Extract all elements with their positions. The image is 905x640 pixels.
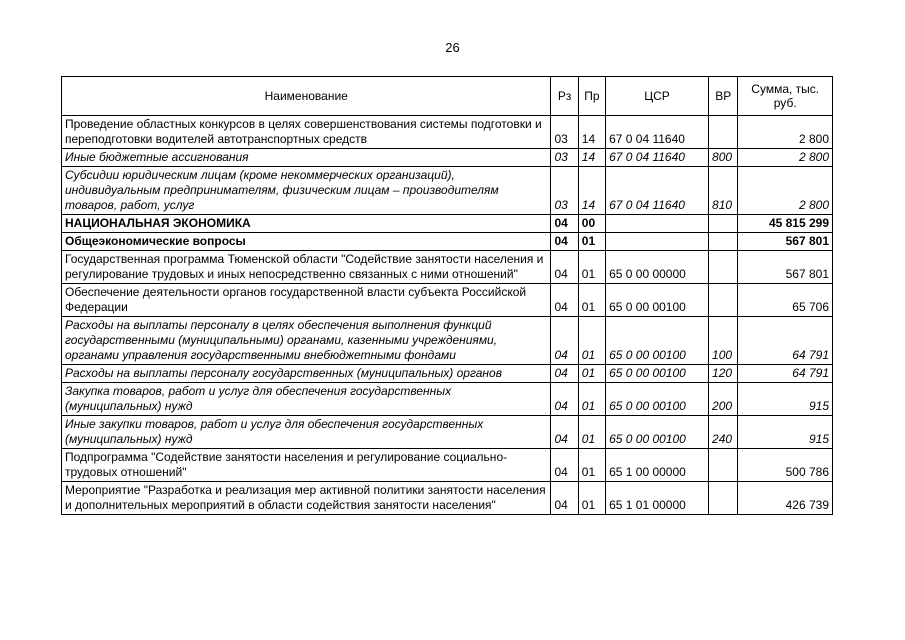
- row-csr-cell: 65 0 00 00100: [606, 383, 709, 416]
- row-sum-cell: 500 786: [738, 449, 833, 482]
- table-row: [62, 149, 833, 167]
- row-csr-cell: 65 0 00 00100: [606, 416, 709, 449]
- row-name-cell: Расходы на выплаты персоналу в целях обеспечения выполнения функций государственными (муниципальными) органами, казенными учреждениями, органами управления государственными внебюджетными фондами: [62, 317, 551, 365]
- table-row: [62, 449, 833, 482]
- row-name-cell: Субсидии юридическим лицам (кроме некоммерческих организаций), индивидуальным предпринимателям, физическим лицам – производителям товаров, работ, услуг: [62, 167, 551, 215]
- row-pr-cell: 14: [578, 167, 605, 215]
- header-rz: Рз: [551, 77, 578, 116]
- row-csr-cell: 67 0 04 11640: [606, 149, 709, 167]
- row-vr-cell: 120: [709, 365, 738, 383]
- page-number: 26: [445, 40, 460, 55]
- row-rz-cell: 04: [551, 251, 578, 284]
- header-vr: ВР: [709, 77, 738, 116]
- table-row: [62, 116, 833, 149]
- row-sum-cell: 915: [738, 383, 833, 416]
- row-name-cell: Подпрограмма "Содействие занятости населения и регулирование социально-трудовых отношений": [62, 449, 551, 482]
- row-vr-cell: 100: [709, 317, 738, 365]
- header-csr: ЦСР: [606, 77, 709, 116]
- table-row: [62, 365, 833, 383]
- table-row: [62, 317, 833, 365]
- row-rz-cell: 03: [551, 149, 578, 167]
- row-sum-cell: 426 739: [738, 482, 833, 515]
- row-pr-cell: 01: [578, 233, 605, 251]
- row-csr-cell: 67 0 04 11640: [606, 167, 709, 215]
- row-vr-cell: 240: [709, 416, 738, 449]
- row-vr-cell: [709, 215, 738, 233]
- table-row: [62, 383, 833, 416]
- row-sum-cell: 2 800: [738, 149, 833, 167]
- row-rz-cell: 04: [551, 449, 578, 482]
- row-csr-cell: [606, 215, 709, 233]
- row-sum-cell: 45 815 299: [738, 215, 833, 233]
- row-pr-cell: 01: [578, 449, 605, 482]
- row-rz-cell: 04: [551, 383, 578, 416]
- row-sum-cell: 64 791: [738, 317, 833, 365]
- row-sum-cell: 64 791: [738, 365, 833, 383]
- row-sum-cell: 567 801: [738, 233, 833, 251]
- row-vr-cell: 800: [709, 149, 738, 167]
- row-vr-cell: [709, 233, 738, 251]
- row-csr-cell: 65 0 00 00100: [606, 284, 709, 317]
- header-name: Наименование: [62, 77, 551, 116]
- row-name-cell: Расходы на выплаты персоналу государственных (муниципальных) органов: [62, 365, 551, 383]
- budget-table: [61, 76, 833, 515]
- row-name-cell: Закупка товаров, работ и услуг для обеспечения государственных (муниципальных) нужд: [62, 383, 551, 416]
- row-csr-cell: 65 1 00 00000: [606, 449, 709, 482]
- row-rz-cell: 04: [551, 317, 578, 365]
- row-sum-cell: 567 801: [738, 251, 833, 284]
- row-rz-cell: 04: [551, 482, 578, 515]
- row-rz-cell: 04: [551, 233, 578, 251]
- row-sum-cell: 65 706: [738, 284, 833, 317]
- table-row: [62, 167, 833, 215]
- row-sum-cell: 2 800: [738, 116, 833, 149]
- row-sum-cell: 2 800: [738, 167, 833, 215]
- row-csr-cell: 67 0 04 11640: [606, 116, 709, 149]
- row-name-cell: НАЦИОНАЛЬНАЯ ЭКОНОМИКА: [62, 215, 551, 233]
- table-row: [62, 233, 833, 251]
- row-pr-cell: 01: [578, 251, 605, 284]
- table-header-row: [62, 77, 833, 116]
- row-pr-cell: 14: [578, 116, 605, 149]
- row-pr-cell: 01: [578, 317, 605, 365]
- row-pr-cell: 01: [578, 284, 605, 317]
- row-name-cell: Иные закупки товаров, работ и услуг для обеспечения государственных (муниципальных) нужд: [62, 416, 551, 449]
- row-name-cell: Обеспечение деятельности органов государственной власти субъекта Российской Федерации: [62, 284, 551, 317]
- row-vr-cell: [709, 482, 738, 515]
- row-csr-cell: 65 0 00 00100: [606, 365, 709, 383]
- row-vr-cell: [709, 449, 738, 482]
- row-pr-cell: 00: [578, 215, 605, 233]
- table-row: [62, 215, 833, 233]
- row-csr-cell: 65 1 01 00000: [606, 482, 709, 515]
- table-row: [62, 251, 833, 284]
- row-vr-cell: [709, 284, 738, 317]
- table-row: [62, 284, 833, 317]
- header-sum: Сумма, тыс. руб.: [738, 77, 833, 116]
- header-pr: Пр: [578, 77, 605, 116]
- row-pr-cell: 01: [578, 416, 605, 449]
- row-pr-cell: 01: [578, 365, 605, 383]
- row-vr-cell: 200: [709, 383, 738, 416]
- row-pr-cell: 01: [578, 482, 605, 515]
- table-row: [62, 482, 833, 515]
- row-sum-cell: 915: [738, 416, 833, 449]
- row-csr-cell: [606, 233, 709, 251]
- table-body: [62, 116, 833, 515]
- row-name-cell: Общеэкономические вопросы: [62, 233, 551, 251]
- row-name-cell: Иные бюджетные ассигнования: [62, 149, 551, 167]
- row-rz-cell: 04: [551, 416, 578, 449]
- row-rz-cell: 04: [551, 215, 578, 233]
- row-vr-cell: [709, 116, 738, 149]
- row-csr-cell: 65 0 00 00100: [606, 317, 709, 365]
- row-rz-cell: 04: [551, 284, 578, 317]
- row-name-cell: Государственная программа Тюменской области "Содействие занятости населения и регулирование трудовых и иных непосредственно связанных с ними отношений": [62, 251, 551, 284]
- row-vr-cell: [709, 251, 738, 284]
- table-row: [62, 416, 833, 449]
- row-vr-cell: 810: [709, 167, 738, 215]
- row-rz-cell: 03: [551, 167, 578, 215]
- row-pr-cell: 14: [578, 149, 605, 167]
- row-csr-cell: 65 0 00 00000: [606, 251, 709, 284]
- row-name-cell: Мероприятие "Разработка и реализация мер активной политики занятости населения и дополнительных мероприятий в области содействия занятости населения": [62, 482, 551, 515]
- row-name-cell: Проведение областных конкурсов в целях совершенствования системы подготовки и переподготовки водителей автотранспортных средств: [62, 116, 551, 149]
- row-rz-cell: 04: [551, 365, 578, 383]
- row-pr-cell: 01: [578, 383, 605, 416]
- row-rz-cell: 03: [551, 116, 578, 149]
